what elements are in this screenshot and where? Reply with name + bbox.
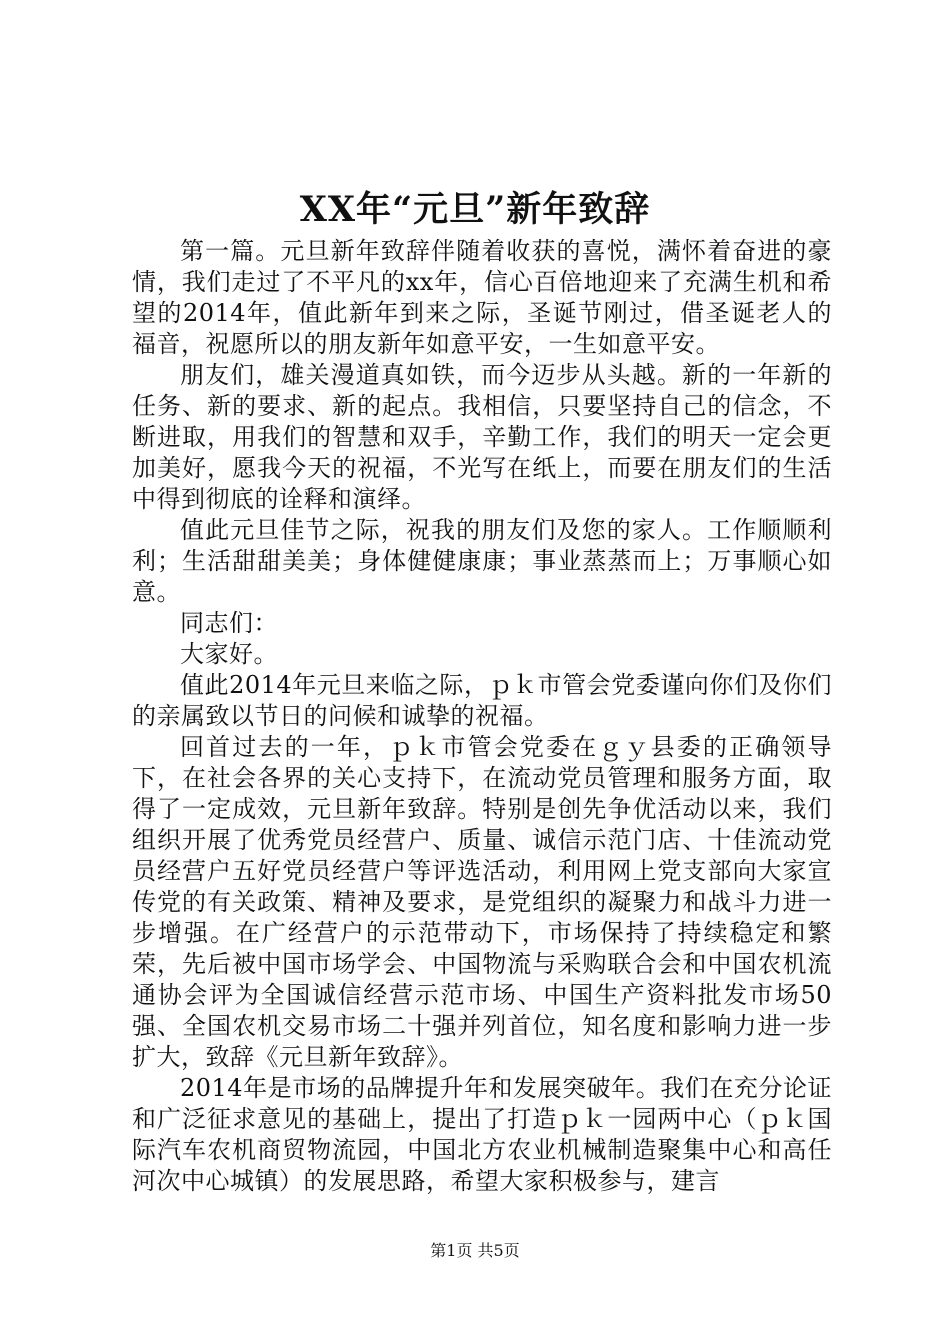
paragraph-7: 回首过去的一年，ｐｋ市管会党委在ｇｙ县委的正确领导下，在社会各界的关心支持下，在流动党员管理和服务方面，取得了一定成效，元旦新年致辞。特别是创先争优活动以来，我们组织开展了优秀党员经营户、质量、诚信示范门店、十佳流动党员经营户五好党员经营户等评选活动，利用网上党支部向大家宣传党的有关政策、精神及要求，是党组织的凝聚力和战斗力进一步增强。在广经营户的示范带动下，市场保持了持续稳定和繁荣，先后被中国市场学会、中国物流与采购联合会和中国农机流通协会评为全国诚信经营示范市场、中国生产资料批发市场50强、全国农机交易市场二十强并列首位，知名度和影响力进一步扩大，致辞《元旦新年致辞》。 <box>132 733 832 1071</box>
paragraph-6: 值此2014年元旦来临之际，ｐｋ市管会党委谨向你们及你们的亲属致以节日的问候和诚挚的祝福。 <box>132 671 832 730</box>
paragraph-2: 朋友们，雄关漫道真如铁，而今迈步从头越。新的一年新的任务、新的要求、新的起点。我相信，只要坚持自己的信念，不断进取，用我们的智慧和双手，辛勤工作，我们的明天一定会更加美好，愿我今天的祝福，不光写在纸上，而要在朋友们的生活中得到彻底的诠释和演绎。 <box>132 361 832 513</box>
document-title: XX年“元旦”新年致辞 <box>299 189 651 230</box>
greeting: 大家好。 <box>180 640 278 668</box>
page-number-footer: 第1页 共5页 <box>430 1241 520 1260</box>
document-body <box>132 236 832 1197</box>
salutation: 同志们： <box>180 609 278 637</box>
paragraph-1: 第一篇。元旦新年致辞伴随着收获的喜悦，满怀着奋进的豪情，我们走过了不平凡的xx年，信心百倍地迎来了充满生机和希望的2014年，值此新年到来之际，圣诞节刚过，借圣诞老人的福音，祝愿所以的朋友新年如意平安，一生如意平安。 <box>132 237 832 358</box>
paragraph-8: 2014年是市场的品牌提升年和发展突破年。我们在充分论证和广泛征求意见的基础上，提出了打造ｐｋ一园两中心（ｐｋ国际汽车农机商贸物流园，中国北方农业机械制造聚集中心和高任河次中心城镇）的发展思路，希望大家积极参与，建言 <box>132 1074 832 1195</box>
paragraph-3: 值此元旦佳节之际，祝我的朋友们及您的家人。工作顺顺利利；生活甜甜美美；身体健健康康；事业蒸蒸而上；万事顺心如意。 <box>132 516 832 606</box>
